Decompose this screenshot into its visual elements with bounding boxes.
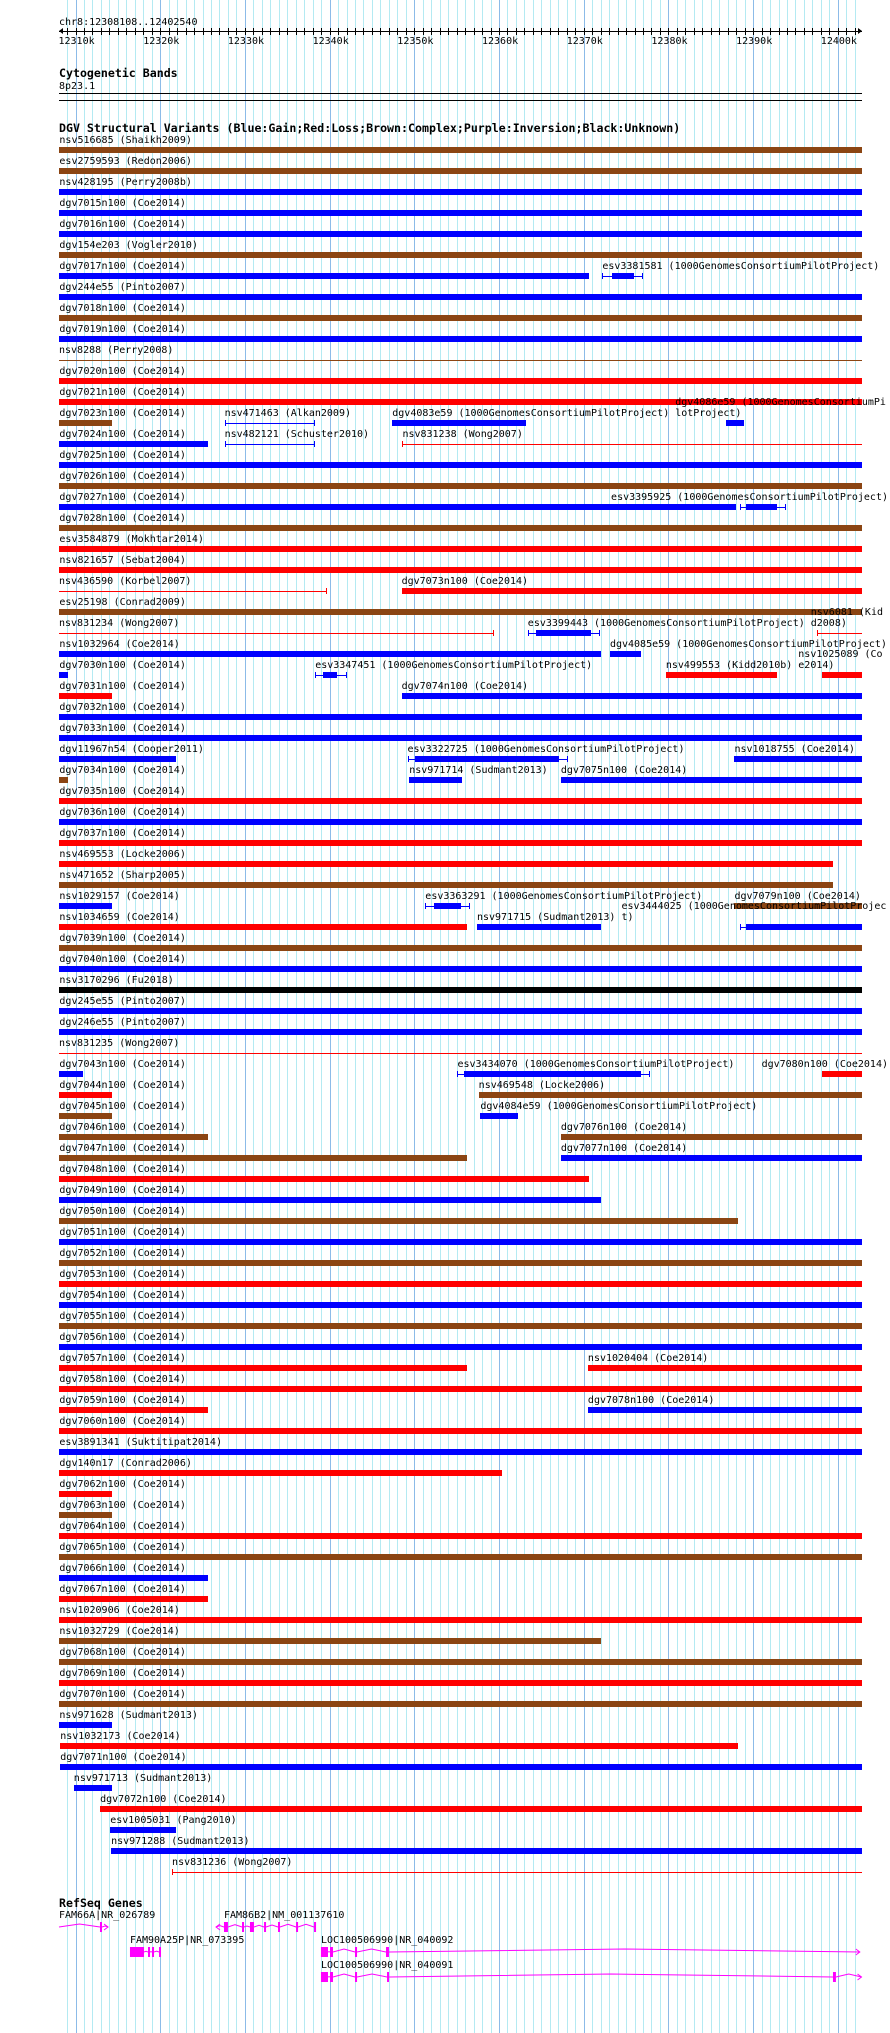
variant-label[interactable]: dgv154e203 (Vogler2010): [59, 240, 198, 251]
gene-label[interactable]: LOC100506990|NR_040091: [320, 1960, 454, 1971]
variant-label[interactable]: dgv7024n100 (Coe2014): [59, 429, 186, 440]
refseq-track-title: RefSeq Genes: [59, 1896, 143, 1910]
gene-exon[interactable]: [330, 1972, 333, 1982]
variant-label[interactable]: dgv7079n100 (Coe2014): [734, 891, 861, 902]
gene-exon[interactable]: [833, 1972, 836, 1982]
variant-label[interactable]: nsv469548 (Locke2006): [478, 1080, 606, 1091]
variant-label[interactable]: dgv140n17 (Conrad2006): [59, 1458, 192, 1469]
gene-exon[interactable]: [159, 1947, 161, 1957]
variant-label[interactable]: nsv1032729 (Coe2014): [59, 1626, 180, 1637]
gene-exon[interactable]: [224, 1922, 228, 1932]
variant-label[interactable]: esv3434070 (1000GenomesConsortiumPilotProject): [457, 1059, 735, 1070]
variant-label[interactable]: nsv436590 (Korbel2007): [59, 576, 192, 587]
variant-label[interactable]: nsv831234 (Wong2007): [59, 618, 180, 629]
variant-label[interactable]: dgv7026n100 (Coe2014): [59, 471, 186, 482]
variant-label[interactable]: dgv7073n100 (Coe2014): [401, 576, 529, 587]
variant-label[interactable]: dgv7032n100 (Coe2014): [59, 702, 186, 713]
variant-label[interactable]: nsv471652 (Sharp2005): [59, 870, 186, 881]
cytoband-track-title: Cytogenetic Bands: [59, 66, 178, 80]
variant-label[interactable]: esv3444025 (1000GenomesConsortiumPilotProject): [621, 901, 887, 923]
gene-exon[interactable]: [242, 1922, 244, 1932]
gene-exon[interactable]: [152, 1947, 154, 1957]
variant-label[interactable]: dgv7043n100 (Coe2014): [59, 1059, 186, 1070]
variant-label[interactable]: dgv7074n100 (Coe2014): [401, 681, 529, 692]
ruler-tick-label: 12380k: [651, 36, 688, 47]
variant-label[interactable]: dgv7017n100 (Coe2014): [59, 261, 186, 272]
variant-label[interactable]: dgv7019n100 (Coe2014): [59, 324, 186, 335]
variant-label[interactable]: dgv7078n100 (Coe2014): [587, 1395, 715, 1406]
variant-label[interactable]: esv2759593 (Redon2006): [59, 156, 192, 167]
variant-label[interactable]: dgv7027n100 (Coe2014): [59, 492, 186, 503]
ruler-tick-label: 12320k: [143, 36, 180, 47]
variant-label[interactable]: esv3381581 (1000GenomesConsortiumPilotProject): [602, 261, 880, 272]
variant-label[interactable]: dgv7063n100 (Coe2014): [59, 1500, 186, 1511]
variant-label[interactable]: dgv7016n100 (Coe2014): [59, 219, 186, 230]
variant-label[interactable]: nsv971713 (Sudmant2013): [73, 1773, 213, 1784]
variant-label[interactable]: dgv7064n100 (Coe2014): [59, 1521, 186, 1532]
variant-label[interactable]: esv3584879 (Mokhtar2014): [59, 534, 204, 545]
variant-label[interactable]: nsv471463 (Alkan2009): [224, 408, 351, 419]
variant-label[interactable]: esv25198 (Conrad2009): [59, 597, 186, 608]
variant-label[interactable]: dgv246e55 (Pinto2007): [59, 1017, 186, 1028]
variant-label[interactable]: dgv7065n100 (Coe2014): [59, 1542, 186, 1553]
variant-label[interactable]: nsv831235 (Wong2007): [59, 1038, 180, 1049]
variant-label[interactable]: dgv7046n100 (Coe2014): [59, 1122, 186, 1133]
variant-label[interactable]: nsv1018755 (Coe2014): [734, 744, 855, 755]
variant-label[interactable]: dgv7062n100 (Coe2014): [59, 1479, 186, 1490]
variant-label[interactable]: dgv7067n100 (Coe2014): [59, 1584, 186, 1595]
variant-label[interactable]: nsv8288 (Perry2008): [59, 345, 174, 356]
gene-intron: [244, 1926, 250, 1927]
gene-intron: [266, 1925, 278, 1927]
variant-label[interactable]: esv3363291 (1000GenomesConsortiumPilotProject): [425, 891, 703, 902]
gene-intron: [333, 1949, 355, 1952]
variant-label[interactable]: nsv6081 (Kidd2008): [810, 607, 883, 629]
gene-intron: [389, 1974, 833, 1977]
ruler-tick-label: 12390k: [736, 36, 773, 47]
variant-label[interactable]: dgv7033n100 (Coe2014): [59, 723, 186, 734]
variant-label[interactable]: dgv7031n100 (Coe2014): [59, 681, 186, 692]
variant-label[interactable]: dgv7058n100 (Coe2014): [59, 1374, 186, 1385]
gene-label[interactable]: FAM86B2|NM_001137610: [223, 1910, 345, 1921]
variant-label[interactable]: nsv1020906 (Coe2014): [59, 1605, 180, 1616]
gene-exon[interactable]: [100, 1922, 102, 1932]
strand-arrow-right-icon: [104, 1924, 108, 1930]
gene-label[interactable]: LOC100506990|NR_040092: [320, 1935, 454, 1946]
variant-label[interactable]: dgv7048n100 (Coe2014): [59, 1164, 186, 1175]
variant-label[interactable]: nsv1034659 (Coe2014): [59, 912, 180, 923]
gene-intron: [154, 1951, 159, 1952]
gene-intron: [144, 1951, 148, 1952]
ruler-tick-label: 12360k: [482, 36, 519, 47]
variant-label[interactable]: dgv7028n100 (Coe2014): [59, 513, 186, 524]
variant-label[interactable]: dgv4083e59 (1000GenomesConsortiumPilotProject): [392, 408, 670, 419]
variant-label[interactable]: dgv7077n100 (Coe2014): [560, 1143, 688, 1154]
gene-exon[interactable]: [250, 1922, 254, 1932]
variant-label[interactable]: nsv1029157 (Coe2014): [59, 891, 180, 902]
variant-label[interactable]: dgv7049n100 (Coe2014): [59, 1185, 186, 1196]
variant-label[interactable]: nsv1020404 (Coe2014): [587, 1353, 709, 1364]
variant-label[interactable]: dgv7040n100 (Coe2014): [59, 954, 186, 965]
gene-intron: [59, 1924, 100, 1927]
gene-intron: [389, 1949, 860, 1952]
gene-exon[interactable]: [387, 1972, 389, 1982]
gene-exon[interactable]: [355, 1947, 357, 1957]
variant-label[interactable]: nsv971715 (Sudmant2013): [476, 912, 616, 923]
variant-label[interactable]: nsv1032173 (Coe2014): [60, 1731, 181, 1742]
variant-label[interactable]: dgv7023n100 (Coe2014): [59, 408, 186, 419]
variant-label[interactable]: nsv971288 (Sudmant2013): [111, 1836, 250, 1847]
gene-label[interactable]: FAM90A25P|NR_073395: [129, 1935, 245, 1946]
variant-label[interactable]: dgv7050n100 (Coe2014): [59, 1206, 186, 1217]
gene-exon[interactable]: [330, 1947, 333, 1957]
variant-label[interactable]: dgv7025n100 (Coe2014): [59, 450, 186, 461]
variant-label[interactable]: nsv3170296 (Fu2018): [59, 975, 174, 986]
variant-label[interactable]: dgv7053n100 (Coe2014): [59, 1269, 186, 1280]
gene-label[interactable]: FAM66A|NR_026789: [59, 1910, 156, 1921]
variant-label[interactable]: dgv7080n100 (Coe2014): [761, 1059, 888, 1070]
variant-label[interactable]: nsv516685 (Shaikh2009): [59, 135, 192, 146]
variant-label[interactable]: dgv7076n100 (Coe2014): [560, 1122, 688, 1133]
gene-exon[interactable]: [130, 1947, 144, 1957]
location-label: chr8:12308108..12402540: [59, 17, 198, 28]
variant-label[interactable]: esv3322725 (1000GenomesConsortiumPilotProject): [407, 744, 685, 755]
variant-label[interactable]: dgv7072n100 (Coe2014): [100, 1794, 227, 1805]
variant-label[interactable]: dgv7045n100 (Coe2014): [59, 1101, 186, 1112]
dgv-track-title: DGV Structural Variants (Blue:Gain;Red:Loss;Brown:Complex;Purple:Inversion;Black:Unknown): [59, 121, 681, 135]
variant-label[interactable]: esv3395925 (1000GenomesConsortiumPilotProject): [611, 492, 888, 503]
gene-exon[interactable]: [296, 1922, 298, 1932]
variant-label[interactable]: dgv7071n100 (Coe2014): [60, 1752, 187, 1763]
gene-exon[interactable]: [278, 1922, 280, 1932]
variant-label[interactable]: dgv7054n100 (Coe2014): [59, 1290, 186, 1301]
variant-label[interactable]: dgv7030n100 (Coe2014): [59, 660, 186, 671]
variant-label[interactable]: nsv1032964 (Coe2014): [59, 639, 180, 650]
variant-label[interactable]: nsv1025089 (Coe2014): [798, 649, 883, 671]
variant-label[interactable]: dgv7044n100 (Coe2014): [59, 1080, 186, 1091]
gene-intron: [228, 1925, 242, 1927]
gene-exon[interactable]: [386, 1947, 389, 1957]
variant-label[interactable]: esv3399443 (1000GenomesConsortiumPilotProject): [527, 618, 805, 629]
variant-label[interactable]: dgv7069n100 (Coe2014): [59, 1668, 186, 1679]
variant-label[interactable]: dgv7057n100 (Coe2014): [59, 1353, 186, 1364]
variant-label[interactable]: dgv7039n100 (Coe2014): [59, 933, 186, 944]
variant-label[interactable]: nsv499553 (Kidd2010b): [665, 660, 793, 671]
gene-intron: [357, 1949, 386, 1952]
variant-label[interactable]: dgv7051n100 (Coe2014): [59, 1227, 186, 1238]
variant-label[interactable]: dgv7036n100 (Coe2014): [59, 807, 186, 818]
variant-label[interactable]: dgv7052n100 (Coe2014): [59, 1248, 186, 1259]
variant-label[interactable]: esv3347451 (1000GenomesConsortiumPilotProject): [315, 660, 593, 671]
variant-label[interactable]: nsv831238 (Wong2007): [402, 429, 523, 440]
ruler-tick-label: 12370k: [566, 36, 603, 47]
variant-label[interactable]: dgv244e55 (Pinto2007): [59, 282, 186, 293]
strand-arrow-left-icon: [216, 1924, 220, 1930]
gene-exon[interactable]: [321, 1947, 328, 1957]
variant-label[interactable]: dgv7068n100 (Coe2014): [59, 1647, 186, 1658]
variant-label[interactable]: dgv245e55 (Pinto2007): [59, 996, 186, 1007]
variant-label[interactable]: dgv7047n100 (Coe2014): [59, 1143, 186, 1154]
ruler-tick-label: 12350k: [397, 36, 434, 47]
variant-label[interactable]: nsv971628 (Sudmant2013): [59, 1710, 198, 1721]
variant-label[interactable]: dgv7075n100 (Coe2014): [560, 765, 688, 776]
gene-exon[interactable]: [148, 1947, 150, 1957]
gene-intron: [357, 1974, 387, 1977]
variant-label[interactable]: dgv7060n100 (Coe2014): [59, 1416, 186, 1427]
variant-label[interactable]: nsv821657 (Sebat2004): [59, 555, 186, 566]
variant-label[interactable]: dgv7066n100 (Coe2014): [59, 1563, 186, 1574]
variant-label[interactable]: nsv469553 (Locke2006): [59, 849, 186, 860]
ruler-tick-label: 12330k: [227, 36, 265, 47]
variant-label[interactable]: dgv7070n100 (Coe2014): [59, 1689, 186, 1700]
gene-intron: [254, 1925, 264, 1927]
ruler-tick-label: 12340k: [312, 36, 349, 47]
variant-label[interactable]: esv1005031 (Pang2010): [110, 1815, 237, 1826]
ruler-tick-label: 12400k: [820, 36, 857, 47]
variant-label[interactable]: esv3891341 (Suktitipat2014): [59, 1437, 222, 1448]
gene-exon[interactable]: [314, 1922, 316, 1932]
variant-label[interactable]: dgv7015n100 (Coe2014): [59, 198, 186, 209]
variant-label[interactable]: nsv971714 (Sudmant2013): [409, 765, 548, 776]
variant-label[interactable]: dgv7059n100 (Coe2014): [59, 1395, 186, 1406]
variant-label[interactable]: dgv7034n100 (Coe2014): [59, 765, 186, 776]
variant-label[interactable]: dgv7021n100 (Coe2014): [59, 387, 186, 398]
variant-label[interactable]: dgv7035n100 (Coe2014): [59, 786, 186, 797]
variant-label[interactable]: dgv4086e59 (1000GenomesConsortiumPilotProject): [675, 397, 886, 419]
variant-label[interactable]: nsv482121 (Schuster2010): [224, 429, 370, 440]
variant-label[interactable]: dgv7018n100 (Coe2014): [59, 303, 186, 314]
gene-exon[interactable]: [321, 1972, 328, 1982]
gene-exon[interactable]: [264, 1922, 266, 1932]
variant-label[interactable]: dgv4084e59 (1000GenomesConsortiumPilotProject): [480, 1101, 758, 1112]
cytoband-label: 8p23.1: [59, 81, 96, 92]
ruler-tick-label: 12310k: [58, 36, 95, 47]
gene-intron: [280, 1924, 296, 1927]
variant-label[interactable]: dgv7020n100 (Coe2014): [59, 366, 186, 377]
variant-label[interactable]: dgv7055n100 (Coe2014): [59, 1311, 186, 1322]
gene-exon[interactable]: [355, 1972, 357, 1982]
gene-intron: [333, 1974, 355, 1977]
variant-label[interactable]: dgv4085e59 (1000GenomesConsortiumPilotProject): [609, 639, 887, 650]
gene-intron: [298, 1924, 314, 1927]
variant-label[interactable]: dgv11967n54 (Cooper2011): [59, 744, 204, 755]
variant-label[interactable]: nsv428195 (Perry2008b): [59, 177, 192, 188]
variant-label[interactable]: dgv7056n100 (Coe2014): [59, 1332, 186, 1343]
variant-label[interactable]: dgv7037n100 (Coe2014): [59, 828, 186, 839]
variant-label[interactable]: nsv831236 (Wong2007): [172, 1857, 293, 1868]
